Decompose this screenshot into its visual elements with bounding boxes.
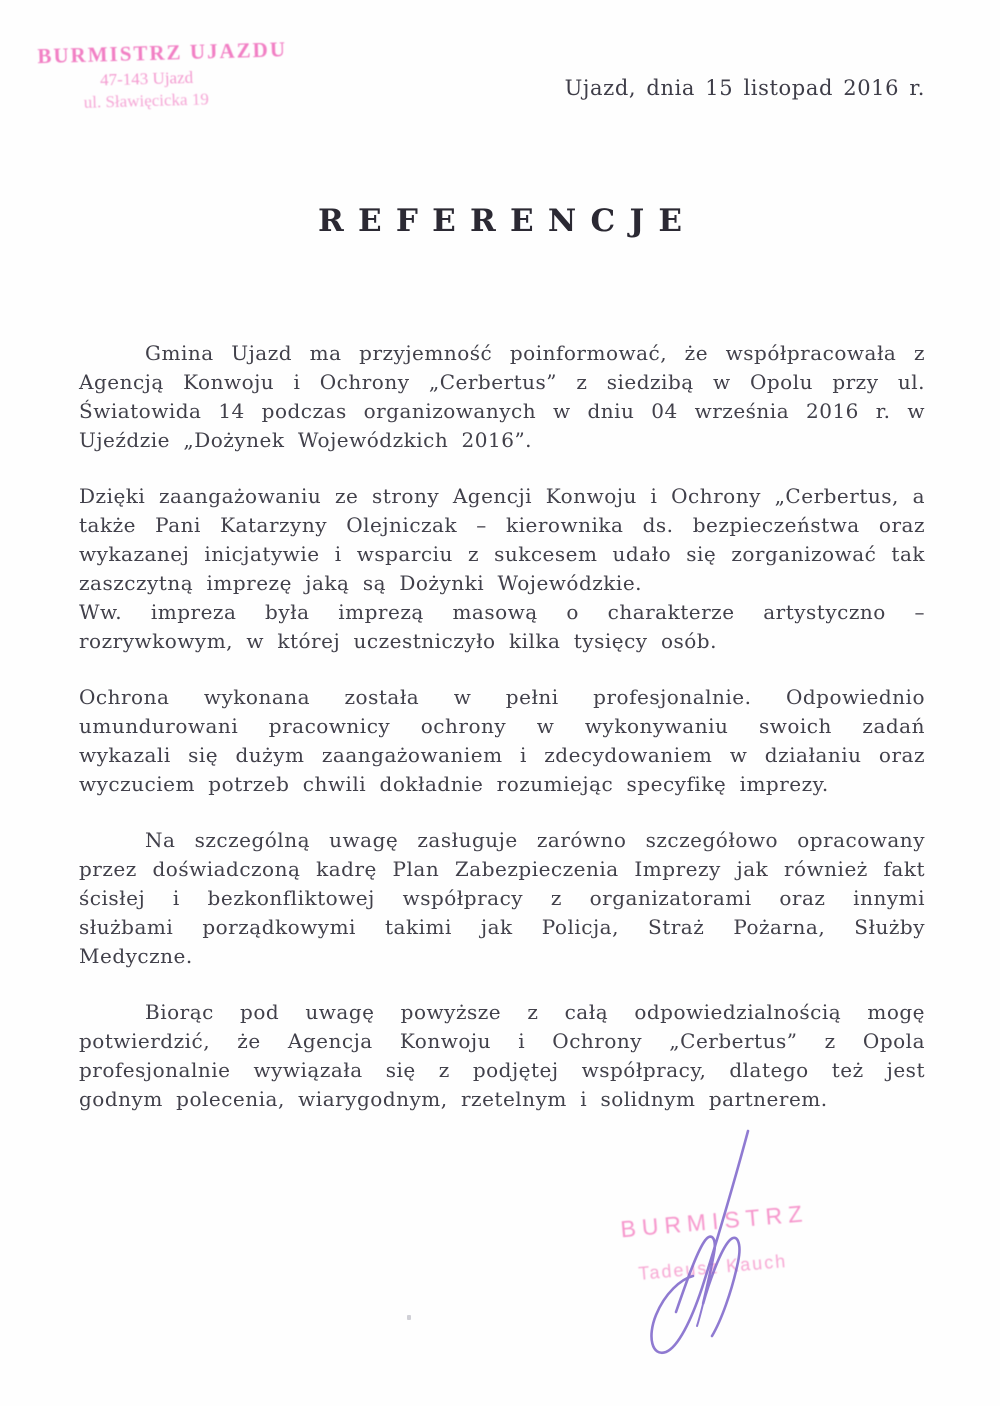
paragraph-security-quality: Ochrona wykonana została w pełni profesjonalnie. Odpowiednio umundurowani pracownicy ochrony w wykonywaniu swoich zadań wykazali się dużym zaangażowaniem i zdecydowaniem w działaniu oraz wyczuciem potrzeb chwili dokładnie rozumiejąc specyfikę imprezy. — [79, 685, 925, 796]
municipal-stamp — [37, 36, 339, 114]
paragraph-plan: Na szczególną uwagę zasługuje zarówno szczegółowo opracowany przez doświadczoną kadrę Plan Zabezpieczenia Imprezy jak również fakt ścisłej i bezkonfliktowej współpracy z organizatorami oraz innymi służbami porządkowymi takimi jak Policja, Straż Pożarna, Służby Medyczne. — [79, 828, 925, 968]
stamp-office-name: BURMISTRZ UJAZDU — [37, 37, 288, 69]
paragraph-event-type: Ww. impreza była imprezą masową o charakterze artystyczno – rozrywkowym, w której uczestniczyło kilka tysięcy osób. — [79, 600, 925, 653]
dateline: Ujazd, dnia 15 listopad 2016 r. — [564, 76, 925, 100]
mayor-stamp — [619, 1194, 884, 1286]
stamp-postal-code: 47-143 Ujazd — [99, 67, 194, 90]
letter-body — [79, 339, 925, 1141]
scan-speck — [407, 1315, 411, 1320]
mayor-stamp-title: BURMISTRZ — [619, 1200, 810, 1243]
paragraph-conclusion: Biorąc pod uwagę powyższe z całą odpowiedzialnością mogę potwierdzić, że Agencja Konwoju i Ochrony „Cerbertus” z Opola profesjonalnie wywiązała się z podjętej współpracy, dlatego też jest godnym polecenia, wiarygodnym, rzetelnym i solidnym partnerem. — [79, 1000, 925, 1111]
paragraph-intro: Gmina Ujazd ma przyjemność poinformować, że współpracowała z Agencją Konwoju i Ochrony „Cerbertus” z siedzibą w Opolu przy ul. Światowida 14 podczas organizowanych w dniu 04 września 2016 r. w Ujeździe „Dożynek Wojewódzkich 2016”. — [79, 341, 925, 452]
page-title: REFERENCJE — [317, 203, 697, 239]
mayor-stamp-name: Tadeusz Kauch — [637, 1251, 788, 1284]
paragraph-thanks: Dzięki zaangażowaniu ze strony Agencji Konwoju i Ochrony „Cerbertus, a także Pani Katarzyny Olejniczak – kierownika ds. bezpieczeństwa oraz wykazanej inicjatywie i wsparciu z sukcesem udało się zorganizować tak zaszczytną imprezę jaką są Dożynki Wojewódzkie. — [79, 484, 925, 595]
stamp-street: ul. Sławięcicka 19 — [83, 89, 210, 112]
